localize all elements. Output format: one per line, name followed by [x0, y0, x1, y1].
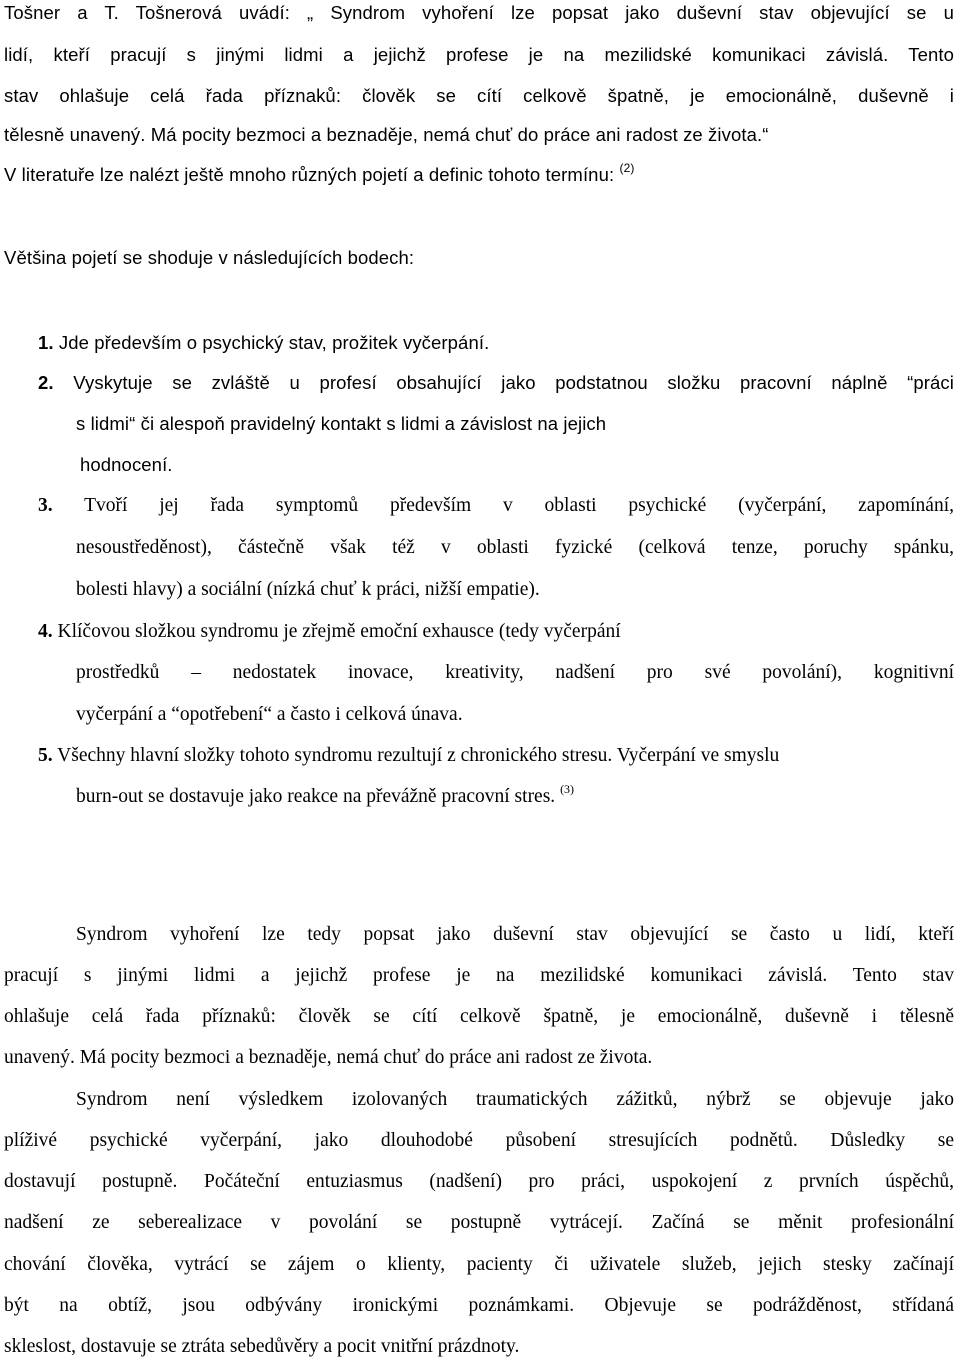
literature-text: V literatuře lze nalézt ještě mnoho různých pojetí a definic tohoto termínu: [4, 164, 615, 185]
list-item-text: Všechny hlavní složky tohoto syndromu rezultují z chronického stresu. Vyčerpání ve smyslu [57, 745, 780, 766]
list-item-continuation: s lidmi“ či alespoň pravidelný kontakt s lidmi a závislost na jejich [76, 413, 607, 434]
list-item-text: Jde především o psychický stav, prožitek vyčerpání. [58, 332, 490, 353]
list-item-text: Vyskytuje se zvláště u profesí obsahující jako podstatnou složku pracovní náplně “práci [73, 372, 954, 393]
paragraph-line: unavený. Má pocity bezmoci a beznaděje, nemá chuť do práce ani radost ze života. [4, 1047, 653, 1068]
list-item-3 [38, 494, 954, 518]
list-item-continuation: nesoustředěnost), částečně však též v oblasti fyzické (celková tenze, poruchy spánku, [76, 537, 954, 558]
list-item-continuation: hodnocení. [80, 454, 173, 475]
list-item-2 [38, 371, 954, 395]
list-number: 1. [38, 332, 54, 353]
paragraph-line: Syndrom není výsledkem izolovaných traumatických zážitků, nýbrž se objevuje jako [76, 1089, 954, 1110]
list-item-continuation: vyčerpání a “opotřebení“ a často i celková únava. [76, 704, 463, 725]
paragraph-line: nadšení ze seberealizace v povolání se postupně vytrácejí. Začíná se měnit profesionální [4, 1212, 954, 1233]
list-item-continuation: prostředků – nedostatek inovace, kreativity, nadšení pro své povolání), kognitivní [76, 662, 954, 683]
intro-quote-line: tělesně unavený. Má pocity bezmoci a beznaděje, nemá chuť do práce ani radost ze života.“ [4, 124, 769, 145]
paragraph-line: Syndrom vyhoření lze tedy popsat jako duševní stav objevující se často u lidí, kteří [76, 924, 954, 945]
intro-quote-line: lidí, kteří pracují s jinými lidmi a jejichž profese je na mezilidské komunikaci závislá. Tento [4, 44, 954, 65]
list-number: 5. [38, 745, 53, 766]
intro-quote-line: Tošner a T. Tošnerová uvádí: „ Syndrom vyhoření lze popsat jako duševní stav objevující se u [4, 2, 954, 23]
list-intro: Většina pojetí se shoduje v následujících bodech: [4, 247, 415, 268]
paragraph-line: pracují s jinými lidmi a jejichž profese je na mezilidské komunikaci závislá. Tento stav [4, 965, 954, 986]
paragraph-line: dostavují postupně. Počáteční entuziasmus (nadšení) pro práci, uspokojení z prvních úspěchů, [4, 1171, 954, 1192]
footnote-ref: (2) [619, 161, 635, 175]
literature-line [4, 163, 954, 187]
paragraph-line: plíživé psychické vyčerpání, jako dlouhodobé působení stresujících podnětů. Důsledky se [4, 1130, 954, 1151]
list-number: 3. [38, 495, 53, 516]
intro-quote-line: stav ohlašuje celá řada příznaků: člověk se cítí celkově špatně, je emocionálně, duševně i [4, 85, 954, 106]
list-item-text: burn-out se dostavuje jako reakce na převážně pracovní stres. [76, 786, 556, 807]
paragraph-line: chování člověka, vytrácí se zájem o klienty, pacienty či uživatele služeb, jejich stesky začínají [4, 1254, 954, 1275]
list-number: 2. [38, 372, 54, 393]
list-item-text: Klíčovou složkou syndromu je zřejmě emoční exhausce (tedy vyčerpání [57, 621, 621, 642]
paragraph-line: skleslost, dostavuje se ztráta sebedůvěry a pocit vnitřní prázdnoty. [4, 1336, 520, 1357]
list-item-continuation [76, 782, 954, 809]
footnote-ref: (3) [560, 782, 575, 796]
list-item-4 [38, 620, 954, 644]
paragraph-line: ohlašuje celá řada příznaků: člověk se cítí celkově špatně, je emocionálně, duševně i tělesně [4, 1006, 954, 1027]
paragraph-line: být na obtíž, jsou odbývány ironickými poznámkami. Objevuje se podrážděnost, střídaná [4, 1295, 954, 1316]
list-item-5 [38, 744, 960, 768]
list-number: 4. [38, 621, 53, 642]
list-item-1 [38, 331, 954, 355]
list-item-text: Tvoří jej řada symptomů především v oblasti psychické (vyčerpání, zapomínání, [84, 495, 954, 516]
list-item-continuation: bolesti hlavy) a sociální (nízká chuť k práci, nižší empatie). [76, 579, 540, 600]
